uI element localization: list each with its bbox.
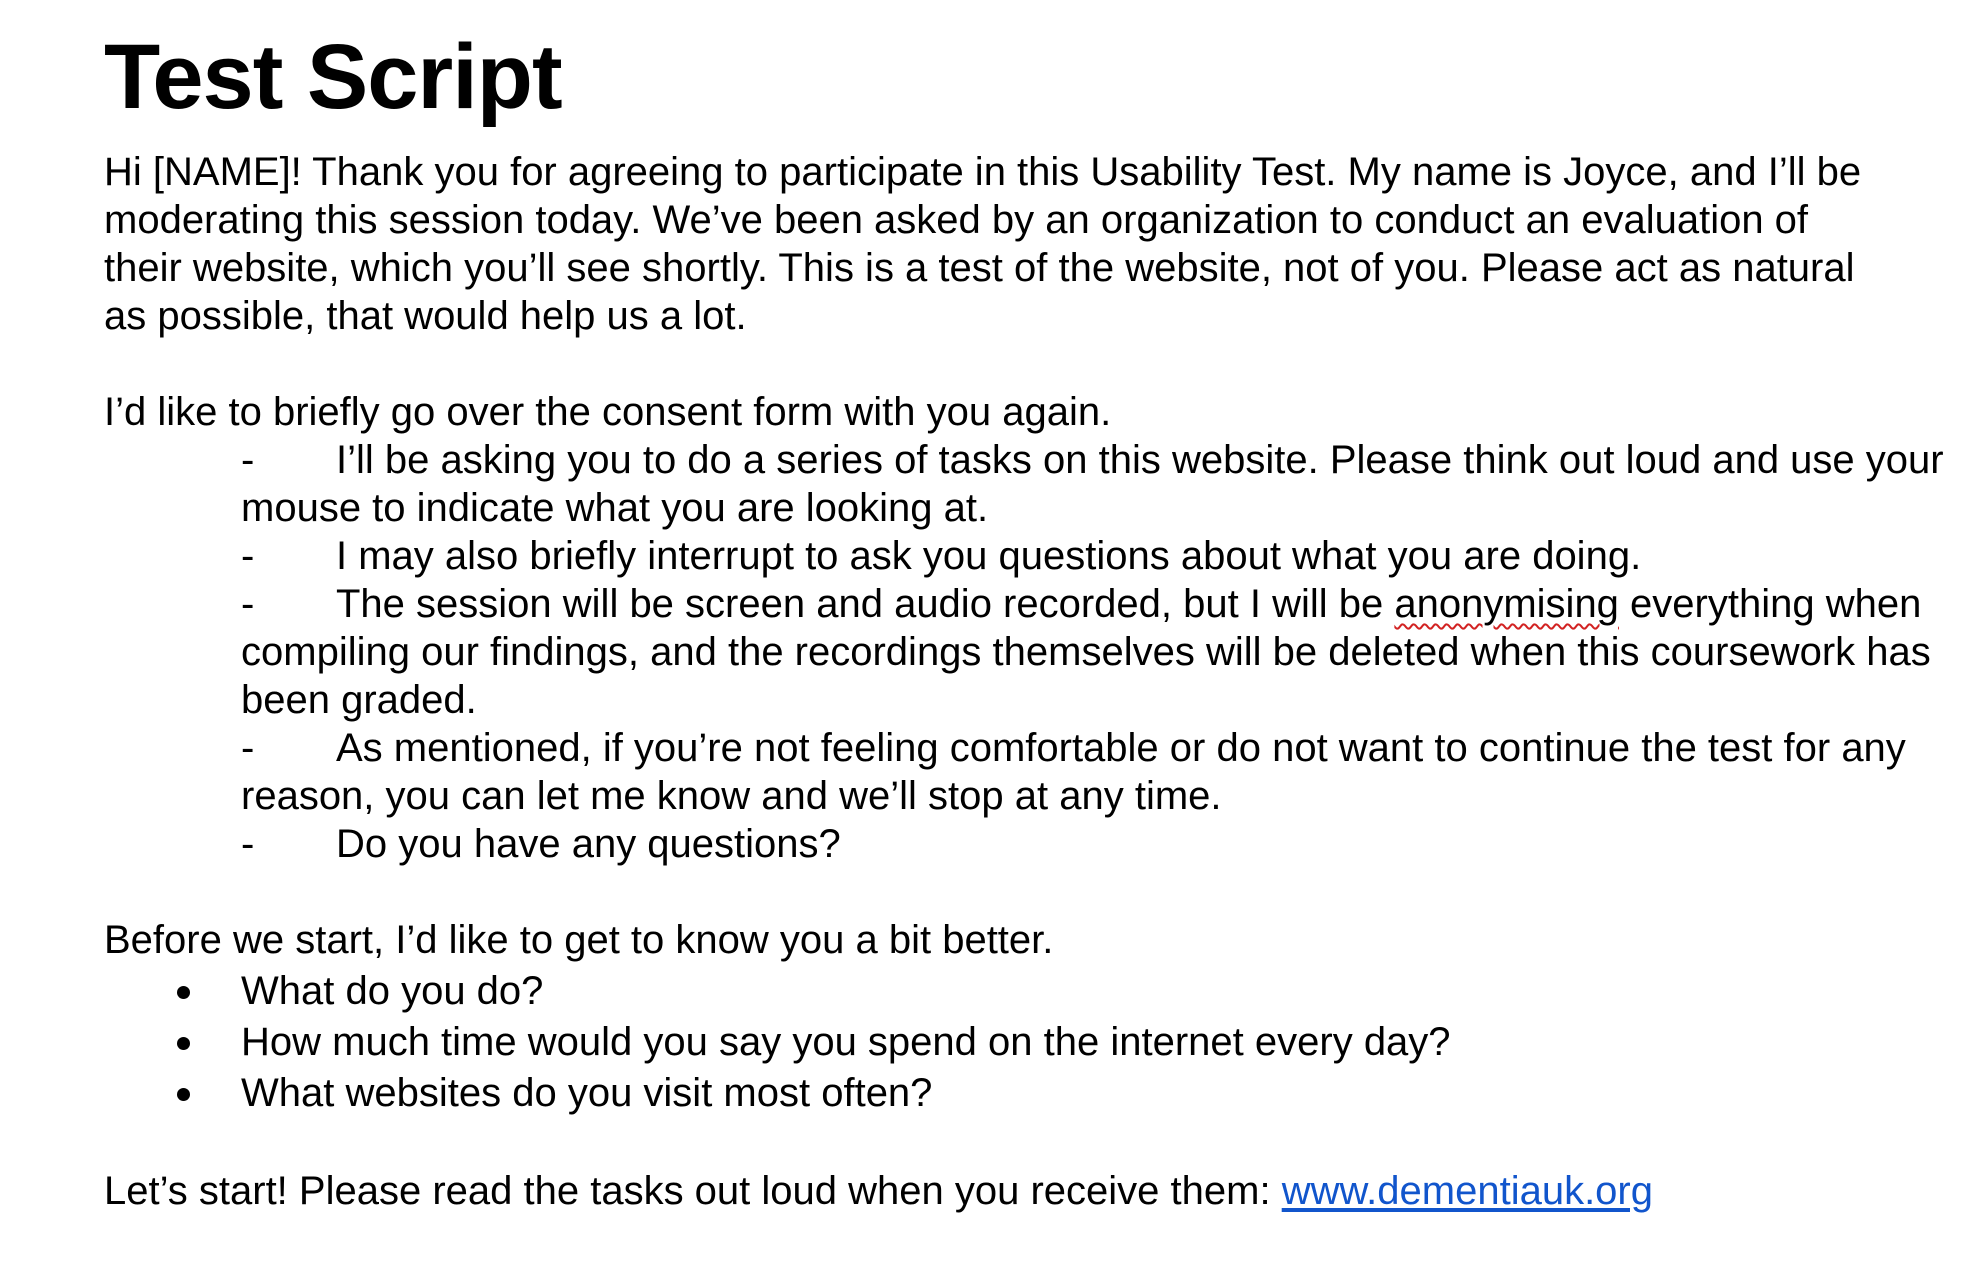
bullet-icon bbox=[177, 1037, 190, 1050]
document-body bbox=[104, 148, 1944, 1215]
dash-marker: - bbox=[241, 438, 255, 482]
consent-item-text: Do you have any questions? bbox=[336, 822, 841, 866]
question-item bbox=[104, 1068, 1904, 1119]
closing-text: Let’s start! Please read the tasks out loud when you receive them: bbox=[104, 1169, 1282, 1213]
closing-paragraph bbox=[104, 1167, 1864, 1215]
paragraph-spacer bbox=[104, 868, 1904, 916]
consent-item-text: I may also briefly interrupt to ask you questions about what you are doing. bbox=[336, 534, 1642, 578]
website-link[interactable]: www.dementiauk.org bbox=[1281, 1169, 1653, 1213]
consent-item bbox=[241, 820, 1970, 868]
consent-item-text: I’ll be asking you to do a series of tasks on this website. Please think out loud and use your mouse to indicate what you are looking at. bbox=[241, 438, 1944, 530]
dash-marker: - bbox=[241, 582, 255, 626]
dash-marker: - bbox=[241, 822, 255, 866]
dash-marker: - bbox=[241, 726, 255, 770]
question-text: What do you do? bbox=[241, 969, 544, 1013]
background-intro: Before we start, I’d like to get to know you a bit better. bbox=[104, 918, 1054, 962]
consent-item-text-after: everything when compiling our findings, and the recordings themselves will be deleted when this coursework has been graded. bbox=[241, 582, 1931, 722]
consent-intro: I’d like to briefly go over the consent form with you again. bbox=[104, 390, 1112, 434]
question-item bbox=[104, 966, 1904, 1017]
question-text: How much time would you say you spend on the internet every day? bbox=[241, 1020, 1451, 1064]
consent-list bbox=[241, 436, 1970, 868]
consent-item-text: As mentioned, if you’re not feeling comfortable or do not want to continue the test for any reason, you can let me know and we’ll stop at any time. bbox=[241, 726, 1906, 818]
dash-marker: - bbox=[241, 534, 255, 578]
question-item bbox=[104, 1017, 1904, 1068]
question-text: What websites do you visit most often? bbox=[241, 1071, 933, 1115]
document-title: Test Script bbox=[104, 26, 562, 128]
consent-item bbox=[241, 532, 1970, 580]
bullet-icon bbox=[177, 986, 190, 999]
consent-item bbox=[241, 580, 1970, 724]
paragraph-spacer bbox=[104, 1119, 1904, 1167]
paragraph-spacer bbox=[104, 340, 1904, 388]
consent-item bbox=[241, 436, 1970, 532]
background-questions-list bbox=[104, 966, 1904, 1119]
intro-paragraph: Hi [NAME]! Thank you for agreeing to participate in this Usability Test. My name is Joyce, and I’ll be moderating this session today. We’ve been asked by an organization to conduct an evaluation of their website, which you’ll see shortly. This is a test of the website, not of you. Please act as natural as possible, that would help us a lot. bbox=[104, 150, 1862, 338]
bullet-icon bbox=[177, 1088, 190, 1101]
consent-item-text-before: The session will be screen and audio recorded, but I will be bbox=[336, 582, 1395, 626]
consent-item bbox=[241, 724, 1970, 820]
spellcheck-flagged-word[interactable]: anonymising bbox=[1394, 582, 1619, 626]
